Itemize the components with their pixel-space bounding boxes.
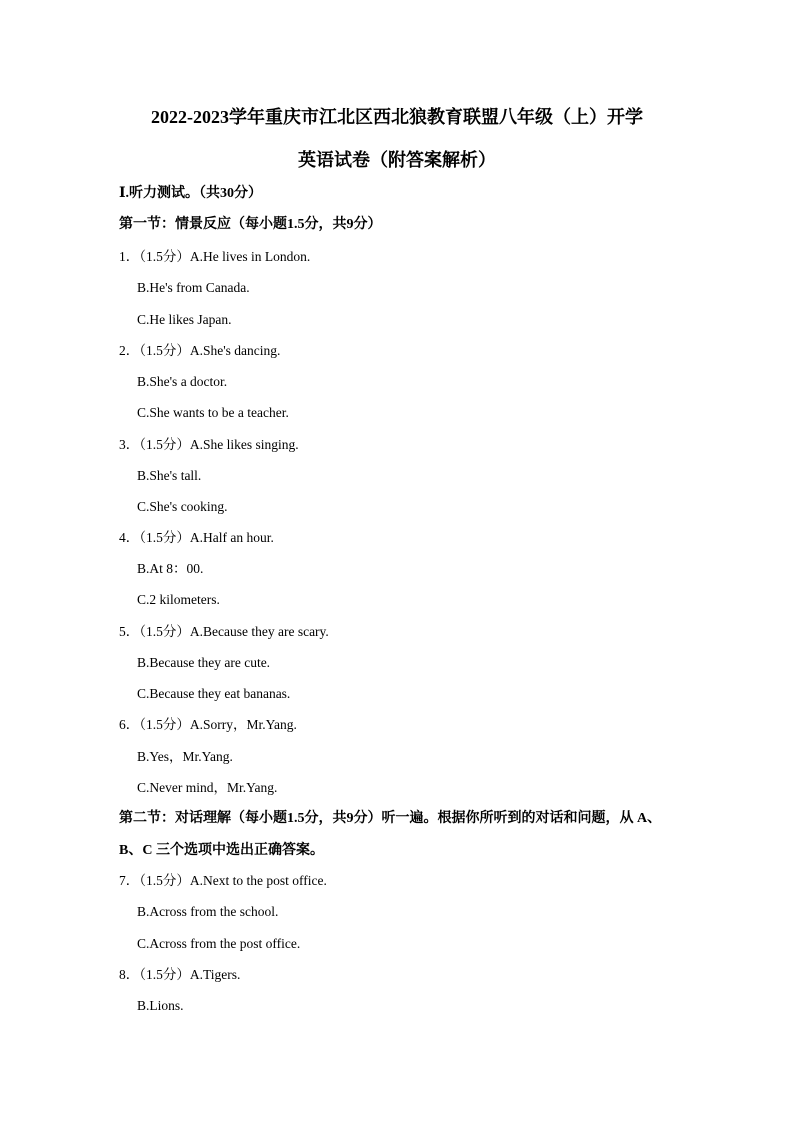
option-b: B.She's a doctor.: [137, 374, 228, 389]
option-c: C.2 kilometers.: [137, 592, 220, 607]
part1-heading: Ⅰ.听力测试。（共30分）: [119, 186, 263, 201]
option-c: C.Across from the post office.: [137, 936, 301, 951]
option-c: C.He likes Japan.: [137, 312, 232, 327]
question-stem: 5．（1.5分）A.Because they are scary.: [119, 624, 329, 639]
question-stem: 6．（1.5分）A.Sorry，Mr.Yang.: [119, 717, 297, 732]
option-b: B.At 8：00.: [137, 561, 204, 576]
question-stem: 8．（1.5分）A.Tigers.: [119, 967, 241, 982]
exam-title-line1: 2022-2023学年重庆市江北区西北狼教育联盟八年级（上）开学: [151, 107, 643, 127]
option-c: C.She wants to be a teacher.: [137, 405, 289, 420]
question-stem: 1．（1.5分）A.He lives in London.: [119, 249, 311, 264]
option-c: C.Never mind，Mr.Yang.: [137, 780, 278, 795]
section2-heading-line1: 第二节：对话理解（每小题1.5分，共9分）听一遍。根据你所听到的对话和问题，从 A、: [119, 811, 662, 826]
option-b: B.She's tall.: [137, 468, 202, 483]
option-c: C.She's cooking.: [137, 499, 228, 514]
option-b: B.Across from the school.: [137, 904, 279, 919]
option-b: B.Because they are cute.: [137, 655, 271, 670]
section1-heading: 第一节：情景反应（每小题1.5分，共9分）: [119, 217, 382, 232]
option-b: B.Lions.: [137, 998, 184, 1013]
question-stem: 2．（1.5分）A.She's dancing.: [119, 343, 281, 358]
option-b: B.He's from Canada.: [137, 280, 250, 295]
option-b: B.Yes，Mr.Yang.: [137, 749, 233, 764]
section2-heading-line2: B、C 三个选项中选出正确答案。: [119, 843, 324, 858]
exam-title-line2: 英语试卷（附答案解析）: [298, 150, 496, 170]
question-stem: 4．（1.5分）A.Half an hour.: [119, 530, 274, 545]
question-stem: 7．（1.5分）A.Next to the post office.: [119, 873, 327, 888]
question-stem: 3．（1.5分）A.She likes singing.: [119, 437, 299, 452]
option-c: C.Because they eat bananas.: [137, 686, 291, 701]
